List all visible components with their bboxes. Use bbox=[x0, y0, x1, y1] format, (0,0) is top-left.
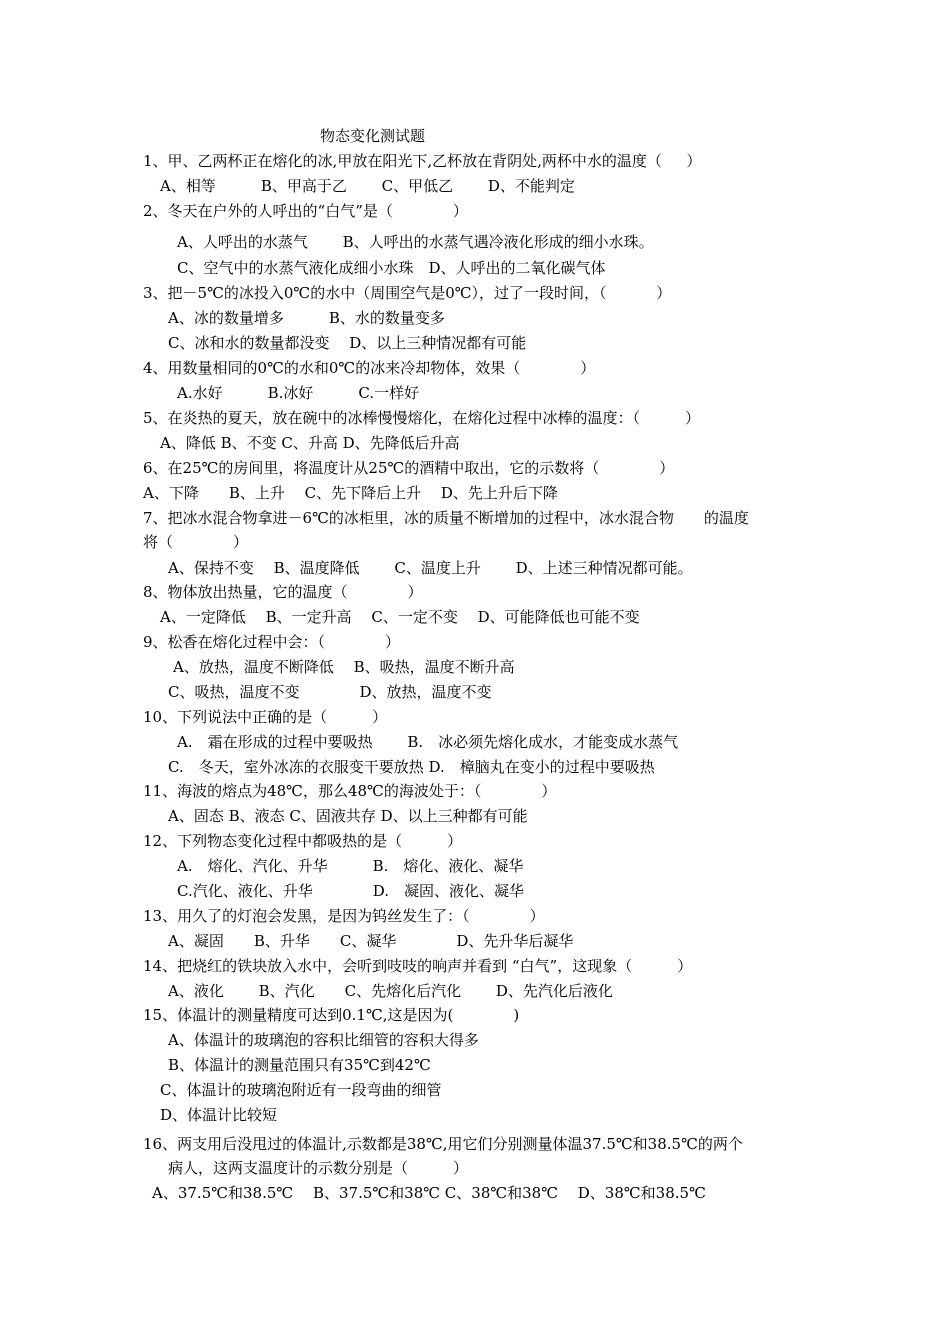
question-2-options-2: C、空气中的水蒸气液化成细小水珠 D、人呼出的二氧化碳气体 bbox=[177, 259, 606, 277]
question-1-stem: 1、甲、乙两杯正在熔化的冰,甲放在阳光下,乙杯放在背阴处,两杯中水的温度（ ） bbox=[143, 152, 702, 170]
question-9-options-1: A、放热，温度不断降低 B、吸热，温度不断升高 bbox=[173, 658, 515, 676]
page-title: 物态变化测试题 bbox=[320, 127, 426, 145]
question-11-options: A、固态 B、液态 C、固液共存 D、以上三种都有可能 bbox=[168, 807, 528, 825]
question-9-stem: 9、松香在熔化过程中会：（ ） bbox=[143, 633, 401, 651]
question-3-stem: 3、把－5℃的冰投入0℃的水中（周围空气是0℃），过了一段时间，（ ） bbox=[143, 284, 672, 302]
question-5-options: A、降低 B、不变 C、升高 D、先降低后升高 bbox=[160, 434, 460, 452]
question-7-options: A、保持不变 B、温度降低 C、温度上升 D、上述三种情况都可能。 bbox=[168, 559, 693, 577]
question-10-options-2: C. 冬天，室外冰冻的衣服变干要放热 D. 樟脑丸在变小的过程中要吸热 bbox=[168, 758, 655, 776]
question-14-stem: 14、把烧红的铁块放入水中，会听到吱吱的响声并看到 “白气”，这现象（ ） bbox=[143, 957, 693, 975]
question-12-options-2: C.汽化、液化、升华 D. 凝固、液化、凝华 bbox=[177, 882, 524, 900]
question-15-stem: 15、体温计的测量精度可达到0.1℃,这是因为( ) bbox=[143, 1006, 520, 1024]
question-3-options-2: C、冰和水的数量都没变 D、以上三种情况都有可能 bbox=[168, 334, 527, 352]
question-12-options-1: A. 熔化、汽化、升华 B. 熔化、液化、凝华 bbox=[177, 857, 524, 875]
question-12-stem: 12、下列物态变化过程中都吸热的是（ ） bbox=[143, 832, 463, 850]
question-4-stem: 4、用数量相同的0℃的水和0℃的冰来冷却物体，效果（ ） bbox=[143, 359, 596, 377]
question-15-option-c: C、体温计的玻璃泡附近有一段弯曲的细管 bbox=[160, 1081, 442, 1099]
question-13-options: A、凝固 B、升华 C、凝华 D、先升华后凝华 bbox=[168, 932, 574, 950]
question-10-options-1: A. 霜在形成的过程中要吸热 B. 冰必须先熔化成水，才能变成水蒸气 bbox=[177, 733, 679, 751]
question-13-stem: 13、用久了的灯泡会发黑，是因为钨丝发生了：（ ） bbox=[143, 907, 545, 925]
question-3-options-1: A、冰的数量增多 B、水的数量变多 bbox=[168, 309, 445, 327]
question-14-options: A、液化 B、汽化 C、先熔化后汽化 D、先汽化后液化 bbox=[168, 982, 613, 1000]
question-16-stem-2: 病人，这两支温度计的示数分别是（ ） bbox=[168, 1159, 469, 1177]
question-4-options: A.水好 B.冰好 C.一样好 bbox=[177, 384, 420, 402]
question-8-stem: 8、物体放出热量，它的温度（ ） bbox=[143, 583, 423, 601]
question-7-stem-1: 7、把冰水混合物拿进－6℃的冰柜里，冰的质量不断增加的过程中，冰水混合物 的温度 bbox=[143, 509, 749, 527]
question-15-option-b: B、体温计的测量范围只有35℃到42℃ bbox=[168, 1056, 431, 1074]
question-11-stem: 11、海波的熔点为48℃，那么48℃的海波处于：（ ） bbox=[143, 782, 557, 800]
question-2-options-1: A、人呼出的水蒸气 B、人呼出的水蒸气遇冷液化形成的细小水珠。 bbox=[177, 233, 654, 251]
question-5-stem: 5、在炎热的夏天，放在碗中的冰棒慢慢熔化，在熔化过程中冰棒的温度：（ ） bbox=[143, 409, 701, 427]
question-8-options: A、一定降低 B、一定升高 C、一定不变 D、可能降低也可能不变 bbox=[160, 608, 640, 626]
question-16-options: A、37.5℃和38.5℃ B、37.5℃和38℃ C、38℃和38℃ D、38℃和38.5℃ bbox=[152, 1184, 706, 1202]
question-15-option-a: A、体温计的玻璃泡的容积比细管的容积大得多 bbox=[168, 1031, 479, 1049]
question-9-options-2: C、吸热，温度不变 D、放热，温度不变 bbox=[168, 683, 492, 701]
question-10-stem: 10、下列说法中正确的是（ ） bbox=[143, 708, 388, 726]
question-16-stem-1: 16、两支用后没甩过的体温计,示数都是38℃,用它们分别测量体温37.5℃和38.5℃的两个 bbox=[143, 1135, 743, 1153]
question-2-stem: 2、冬天在户外的人呼出的“白气”是（ ） bbox=[143, 202, 468, 220]
question-6-stem: 6、在25℃的房间里，将温度计从25℃的酒精中取出，它的示数将（ ） bbox=[143, 459, 675, 477]
question-6-options: A、下降 B、上升 C、先下降后上升 D、先上升后下降 bbox=[143, 484, 558, 502]
question-1-options: A、相等 B、甲高于乙 C、甲低乙 D、不能判定 bbox=[160, 177, 575, 195]
question-15-option-d: D、体温计比较短 bbox=[160, 1106, 278, 1124]
question-7-stem-2: 将（ ） bbox=[143, 533, 249, 551]
